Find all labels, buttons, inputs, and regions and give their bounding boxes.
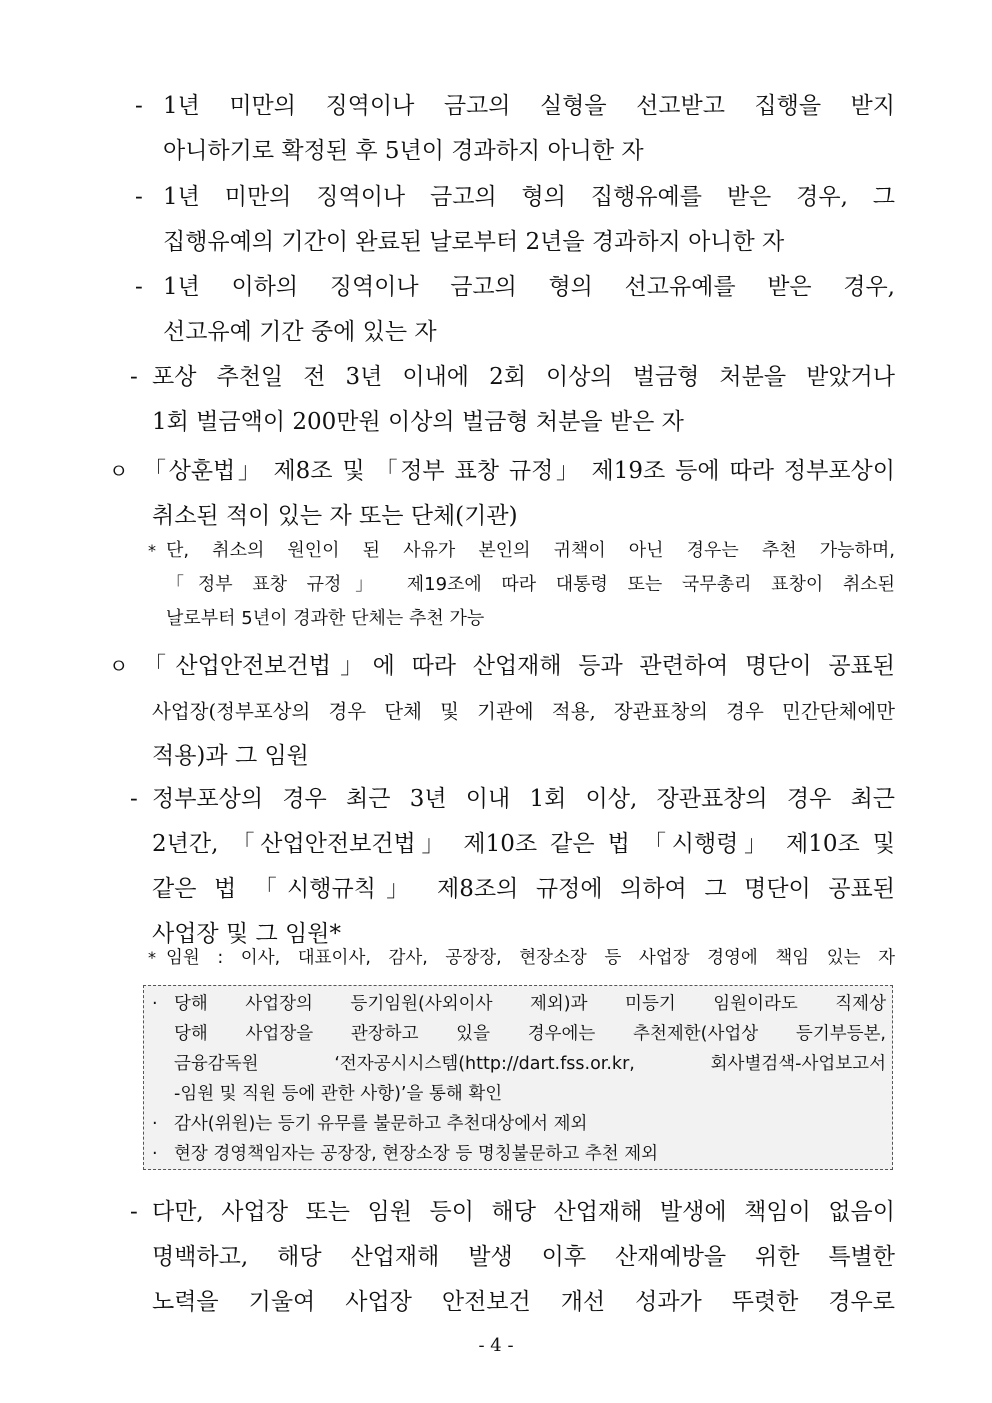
dash-marker: - [130, 364, 138, 390]
officer-definition-note [148, 941, 895, 975]
circle-marker: ㅇ [109, 654, 129, 678]
disqualification-item-2 [135, 175, 895, 265]
bullet-marker: · [152, 994, 158, 1014]
item-line: 2년간, 「산업안전보건법」 제10조 같은 법 「시행령」 제10조 및 [152, 831, 895, 857]
item-line: 1년 이하의 징역이나 금고의 형의 선고유예를 받은 경우, [163, 274, 895, 300]
asterisk-marker: * [148, 948, 156, 967]
dash-marker: - [135, 274, 143, 300]
note-line: 임원 : 이사, 대표이사, 감사, 공장장, 현장소장 등 사업장 경영에 책임 있는 자 [166, 948, 895, 968]
box-line: 당해 사업장을 관장하고 있을 경우에는 추천제한(사업상 등기부등본, [174, 1024, 886, 1044]
item-line: 선고유예 기간 중에 있는 자 [163, 319, 437, 345]
item-line: 1회 벌금액이 200만원 이상의 벌금형 처분을 받은 자 [152, 409, 684, 435]
item-line: 포상 추천일 전 3년 이내에 2회 이상의 벌금형 처분을 받았거나 [152, 364, 895, 390]
box-item [152, 1139, 886, 1169]
item-line: 사업장(정부포상의 경우 단체 및 기관에 적용, 장관표창의 경우 민간단체에만 [152, 700, 895, 723]
exception-item [130, 1190, 895, 1325]
disqualification-item-3 [135, 265, 895, 355]
item-line: 사업장 및 그 임원* [152, 921, 341, 947]
dash-marker: - [135, 93, 143, 119]
item-line: 같은 법 「시행규칙」 제8조의 규정에 의하여 그 명단이 공표된 [152, 876, 895, 902]
item-line: 1년 미만의 징역이나 금고의 실형을 선고받고 집행을 받지 [163, 93, 895, 119]
asterisk-marker: * [148, 541, 156, 560]
item-line: 1년 미만의 징역이나 금고의 형의 집행유예를 받은 경우, 그 [163, 184, 895, 210]
item-line: 다만, 사업장 또는 임원 등이 해당 산업재해 발생에 책임이 없음이 [152, 1199, 895, 1225]
dash-marker: - [135, 184, 143, 210]
box-line: 현장 경영책임자는 공장장, 현장소장 등 명칭불문하고 추천 제외 [174, 1144, 659, 1164]
published-list-item [130, 777, 895, 957]
page-number: - 4 - [478, 1335, 514, 1356]
item-line: 아니하기로 확정된 후 5년이 경과하지 아니한 자 [163, 138, 644, 164]
disqualification-item-4 [130, 355, 895, 445]
industrial-accident-item [109, 644, 895, 779]
box-line: 감사(위원)는 등기 유무를 불문하고 추천대상에서 제외 [174, 1114, 588, 1134]
item-line: 「산업안전보건법」에 따라 산업재해 등과 관련하여 명단이 공표된 [143, 653, 895, 679]
box-line: -임원 및 직원 등에 관한 사항)’을 통해 확인 [174, 1084, 503, 1104]
revocation-exception-note [148, 534, 895, 636]
note-line: 날로부터 5년이 경과한 단체는 추천 가능 [166, 608, 485, 629]
item-line: 적용)과 그 임원 [152, 743, 309, 769]
circle-marker: ㅇ [109, 459, 129, 483]
bullet-marker: · [152, 1144, 158, 1164]
officer-criteria-box [143, 985, 893, 1170]
box-line: 금융감독원 ‘전자공시시스템(http://dart.fss.or.kr, 회사별검색-사업보고서 [174, 1054, 886, 1074]
dash-marker: - [130, 786, 138, 812]
revoked-award-item [109, 449, 895, 539]
box-line: 당해 사업장의 등기임원(사외이사 제외)과 미등기 임원이라도 직제상 [174, 994, 886, 1014]
note-line: 「정부 표창 규정」 제19조에 따라 대통령 또는 국무총리 표창이 취소된 [166, 574, 895, 595]
disqualification-item-1 [135, 84, 895, 174]
box-item [152, 989, 886, 1109]
item-line: 명백하고, 해당 산업재해 발생 이후 산재예방을 위한 특별한 [152, 1244, 895, 1270]
note-line: 단, 취소의 원인이 된 사유가 본인의 귀책이 아닌 경우는 추천 가능하며, [166, 540, 895, 561]
item-line: 정부포상의 경우 최근 3년 이내 1회 이상, 장관표창의 경우 최근 [152, 786, 895, 812]
dash-marker: - [130, 1199, 138, 1225]
item-line: 「상훈법」 제8조 및 「정부 표창 규정」 제19조 등에 따라 정부포상이 [143, 458, 895, 484]
item-line: 취소된 적이 있는 자 또는 단체(기관) [152, 503, 518, 529]
bullet-marker: · [152, 1114, 158, 1134]
item-line: 노력을 기울여 사업장 안전보건 개선 성과가 뚜렷한 경우로 [152, 1289, 895, 1315]
box-item [152, 1109, 886, 1139]
item-line: 집행유예의 기간이 완료된 날로부터 2년을 경과하지 아니한 자 [163, 229, 785, 255]
